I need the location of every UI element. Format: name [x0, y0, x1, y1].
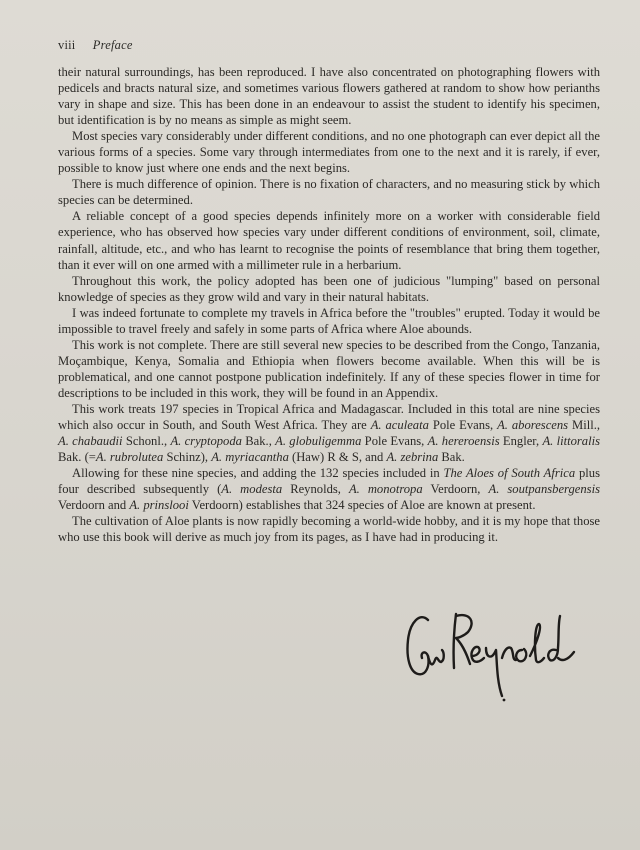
running-head — [58, 38, 133, 53]
paragraph-total-species: Allowing for these nine species, and adding the 132 species included in The Aloes of South Africa plus four described subsequently (A. modesta Reynolds, A. monotropa Verdoorn, A. soutpansbergensis Verdoorn and A. prinslooi Verdoorn) establishes that 324 species of Aloe are known at present. — [58, 466, 600, 513]
paragraph-cultivation: The cultivation of Aloe plants is now rapidly becoming a world-wide hobby, and it is my hope that those who use this book will derive as much joy from its pages, as I have had in producing it. — [58, 514, 600, 545]
paragraph-species-count: This work treats 197 species in Tropical Africa and Madagascar. Included in this total are nine species which also occur in South, and South West Africa. They are A. aculeata Pole Evans, A. aborescens Mill., A. chabaudii Schonl., A. cryptopoda Bak., A. globuligemma Pole Evans, A. hereroensis Engler, A. littoralis Bak. (=A. rubrolutea Schinz), A. myriacantha (Haw) R & S, and A. zebrina Bak. — [58, 401, 601, 465]
body-text — [58, 64, 600, 545]
paragraph-not-complete: This work is not complete. There are still several new species to be described from the Congo, Tanzania, Moçambique, Kenya, Somalia and Ethiopia when flowers become available. When this will be is problematical, and one cannot postpone publication indefinitely. If any of these species flower in time for descriptions to be included in this work, they will be found in an Appendix. — [58, 337, 600, 400]
paragraph-continuation: their natural surroundings, has been reproduced. I have also concentrated on photographing flowers with pedicels and bracts natural size, and sometimes various flowers gathered at random to show how perianths vary in shape and size. This has been done in an endeavour to assist the student to identify his specimen, but identification is by no means as simple as might seem. — [58, 65, 600, 128]
paragraph-lumping: Throughout this work, the policy adopted has been one of judicious "lumping" based on personal knowledge of species as they grow wild and vary in their natural habitats. — [58, 273, 600, 304]
signature-drawing — [398, 600, 588, 710]
paragraph-field-experience: A reliable concept of a good species depends infinitely more on a worker with considerable field experience, who has observed how species vary under different conditions of environment, soil, climate, rainfall, altitude, etc., and who has learnt to recognise the points of resemblance that bring them together, than it ever will on one armed with a millimeter rule in a herbarium. — [58, 209, 600, 272]
page-number: viii — [58, 38, 76, 52]
author-signature — [398, 600, 588, 710]
paragraph-species-variation: Most species vary considerably under different conditions, and no one photograph can ever depict all the various forms of a species. Some vary through intermediates from one to the next and it is rarely, if ever, possible to know just where one ends and the next begins. — [58, 129, 600, 176]
paragraph-travels: I was indeed fortunate to complete my travels in Africa before the "troubles" erupted. Today it would be impossible to travel freely and safely in some parts of Africa where Aloe abounds. — [58, 305, 600, 336]
paragraph-opinion: There is much difference of opinion. There is no fixation of characters, and no measuring stick by which species can be determined. — [58, 177, 600, 208]
section-title: Preface — [92, 38, 133, 52]
